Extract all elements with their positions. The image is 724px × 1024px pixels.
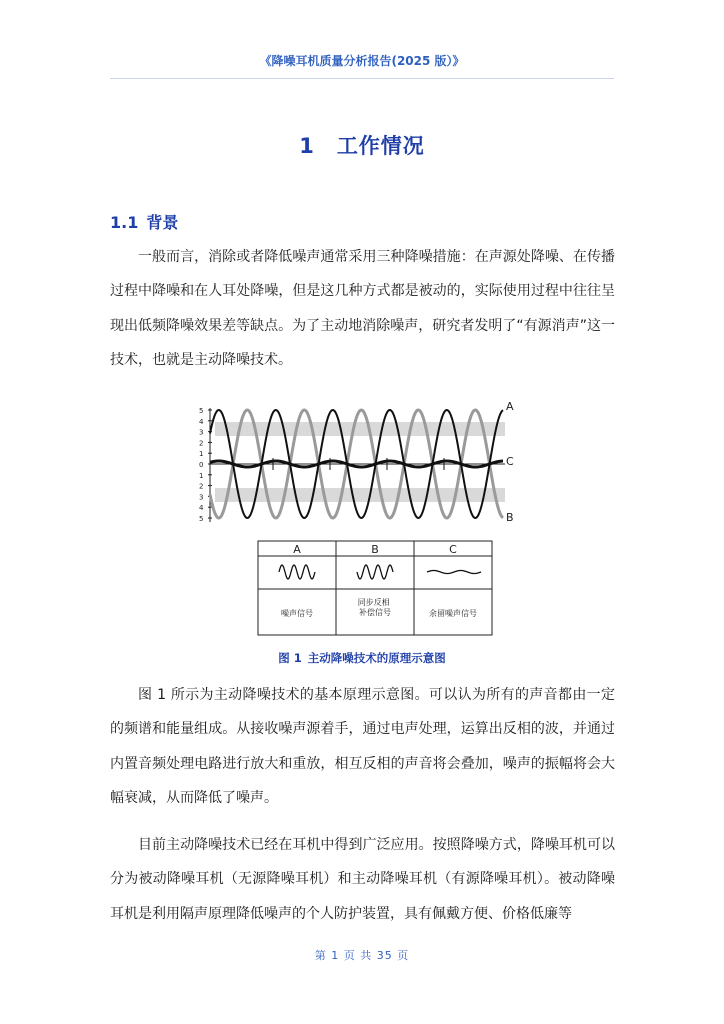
wave-label-c: C (506, 455, 514, 468)
chapter-title: 工作情况 (336, 134, 425, 158)
axis-tick-label: 4 (199, 417, 204, 426)
axis-tick-label: 3 (199, 428, 204, 437)
table-cell-a: 噪声信号 (281, 609, 313, 618)
mini-wave-c (427, 571, 481, 574)
paragraph-application: 目前主动降噪技术已经在耳机中得到广泛应用。按照降噪方式，降噪耳机可以分为被动降噪耳机（无源降噪耳机）和主动降噪耳机（有源降噪耳机）。被动降噪耳机是利用隔声原理降低噪声的个人防护装置，具有佩戴方便、价格低廉等 (110, 837, 615, 922)
paragraph-principle: 图 1 所示为主动降噪技术的基本原理示意图。可以认为所有的声音都由一定的频谱和能量组成。从接收噪声源着手，通过电声处理，运算出反相的波，并通过内置音频处理电路进行放大和重放，相互反相的声音将会叠加，噪声的振幅将会大幅衰减，从而降低了噪声。 (110, 687, 615, 806)
caption-text: 主动降噪技术的原理示意图 (307, 651, 446, 665)
signal-table (258, 541, 492, 635)
band-bottom (215, 488, 505, 502)
axis-tick-label: 4 (199, 504, 204, 513)
axis-tick-label: 1 (199, 471, 204, 480)
axis-tick-label: 0 (199, 461, 204, 469)
caption-number: 图 1 (278, 651, 302, 665)
axis-tick-label: 5 (199, 515, 204, 523)
axis-tick-label: 5 (199, 407, 204, 415)
section-title: 背景 (146, 213, 179, 232)
band-top (215, 422, 505, 436)
mini-wave-a (279, 565, 315, 579)
anc-diagram (195, 396, 525, 641)
table-cell-b: 同步反相 补偿信号 (357, 598, 391, 617)
mini-wave-b (357, 565, 393, 579)
table-header-c: C (449, 543, 457, 556)
page-footer: 第 1 页 共 35 页 (314, 949, 410, 962)
section-heading (110, 210, 178, 233)
table-header-a: A (293, 543, 301, 556)
wave-label-b: B (506, 511, 514, 524)
section-number: 1.1 (110, 213, 139, 232)
axis-tick-label: 2 (199, 439, 204, 448)
running-header: 《降噪耳机质量分析报告(2025 版）》 (110, 52, 614, 79)
axis-tick-label: 3 (199, 493, 204, 502)
paragraph-intro: 一般而言，消除或者降低噪声通常采用三种降噪措施：在声源处降噪、在传播过程中降噪和在人耳处降噪，但是这几种方式都是被动的，实际使用过程中往往呈现出低频降噪效果差等缺点。为了主动地消除噪声，研究者发明了“有源消声”这一技术，也就是主动降噪技术。 (110, 249, 615, 368)
table-header-b: B (371, 543, 379, 556)
chapter-heading (0, 130, 724, 160)
table-cell-c: 余留噪声信号 (429, 609, 477, 618)
axis-tick-label: 1 (199, 450, 204, 459)
figure-caption (0, 650, 724, 666)
axis-tick-label: 2 (199, 482, 204, 491)
chapter-number: 1 (299, 134, 315, 158)
figure-anc-principle (195, 396, 525, 641)
wave-label-a: A (506, 400, 514, 413)
